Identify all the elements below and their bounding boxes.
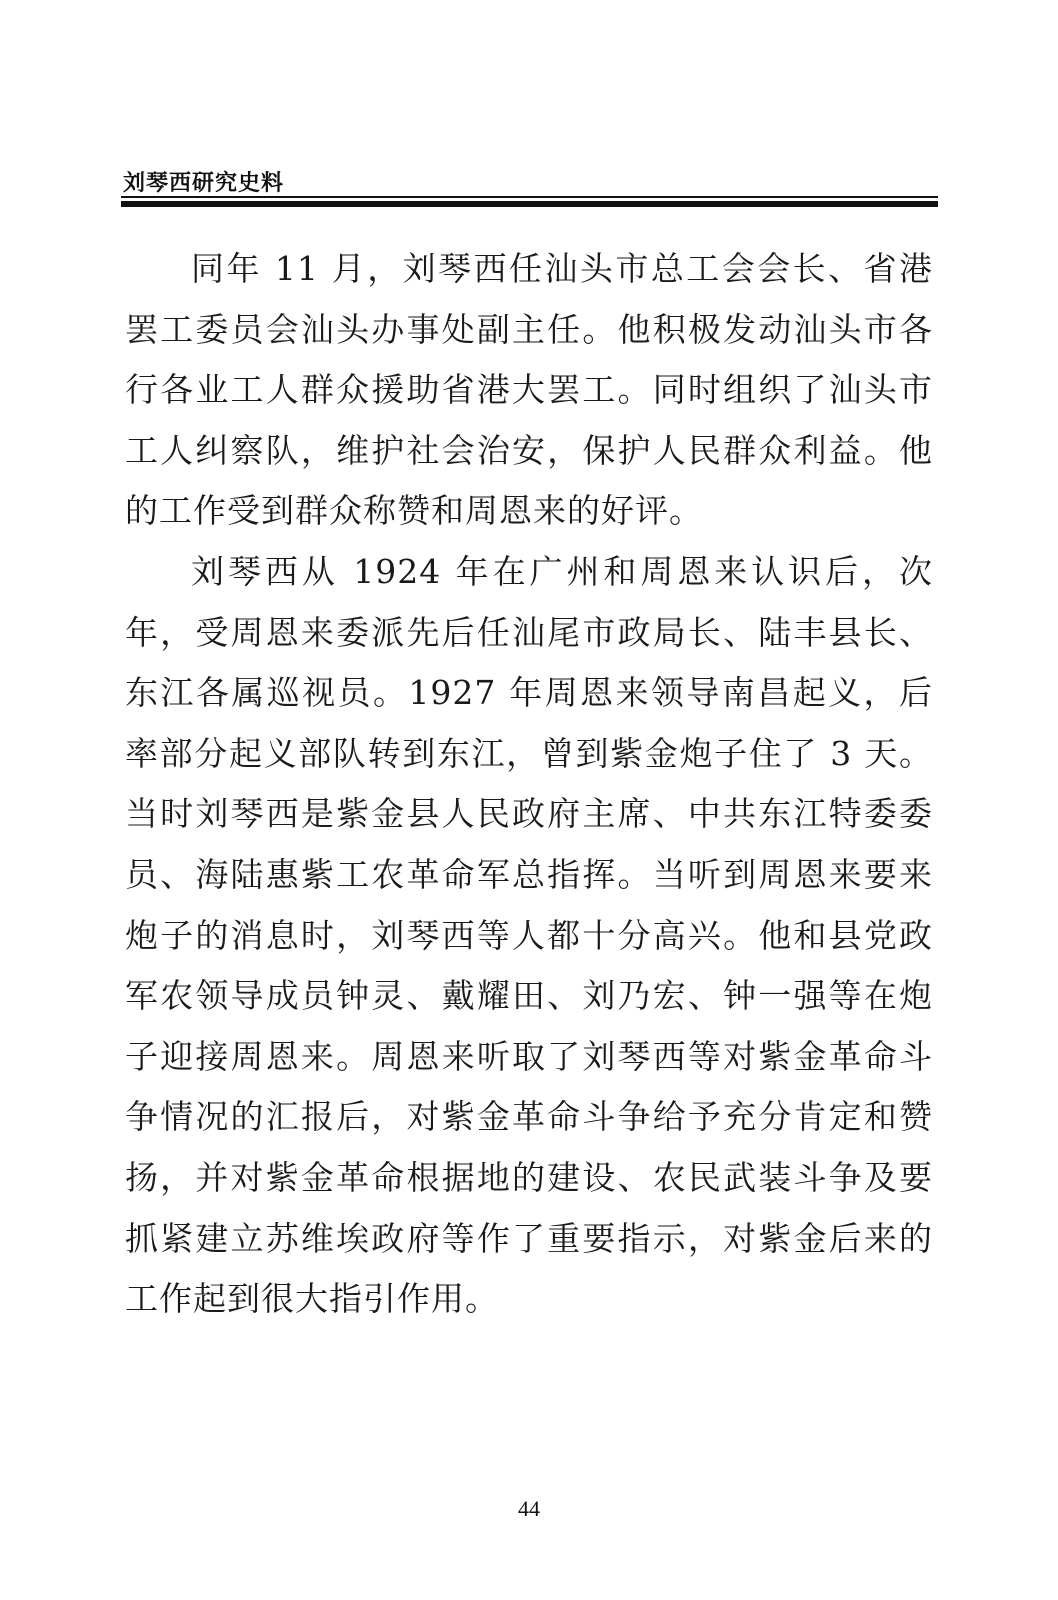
body-text <box>125 239 933 1330</box>
page-number: 44 <box>518 1496 540 1521</box>
paragraph-2: 刘琴西从 1924 年在广州和周恩来认识后，次年，受周恩来委派先后任汕尾市政局长、陆丰县长、东江各属巡视员。1927 年周恩来领导南昌起义，后率部分起义部队转到东江，曾到紫金炮子住了 3 天。当时刘琴西是紫金县人民政府主席、中共东江特委委员、海陆惠紫工农革命军总指挥。当听到周恩来要来炮子的消息时，刘琴西等人都十分高兴。他和县党政军农领导成员钟灵、戴耀田、刘乃宏、钟一强等在炮子迎接周恩来。周恩来听取了刘琴西等对紫金革命斗争情况的汇报后，对紫金革命斗争给予充分肯定和赞扬，并对紫金革命根据地的建设、农民武装斗争及要抓紧建立苏维埃政府等作了重要指示，对紫金后来的工作起到很大指引作用。 <box>125 551 933 1319</box>
running-header-title: 刘琴西研究史料 <box>123 171 285 196</box>
paragraph-1: 同年 11 月，刘琴西任汕头市总工会会长、省港罢工委员会汕头办事处副主任。他积极发动汕头市各行各业工人群众援助省港大罢工。同时组织了汕头市工人纠察队，维护社会治安，保护人民群众利益。他的工作受到群众称赞和周恩来的好评。 <box>125 249 933 531</box>
header-rule-thick <box>121 201 938 207</box>
header-rule-thin <box>121 196 938 198</box>
